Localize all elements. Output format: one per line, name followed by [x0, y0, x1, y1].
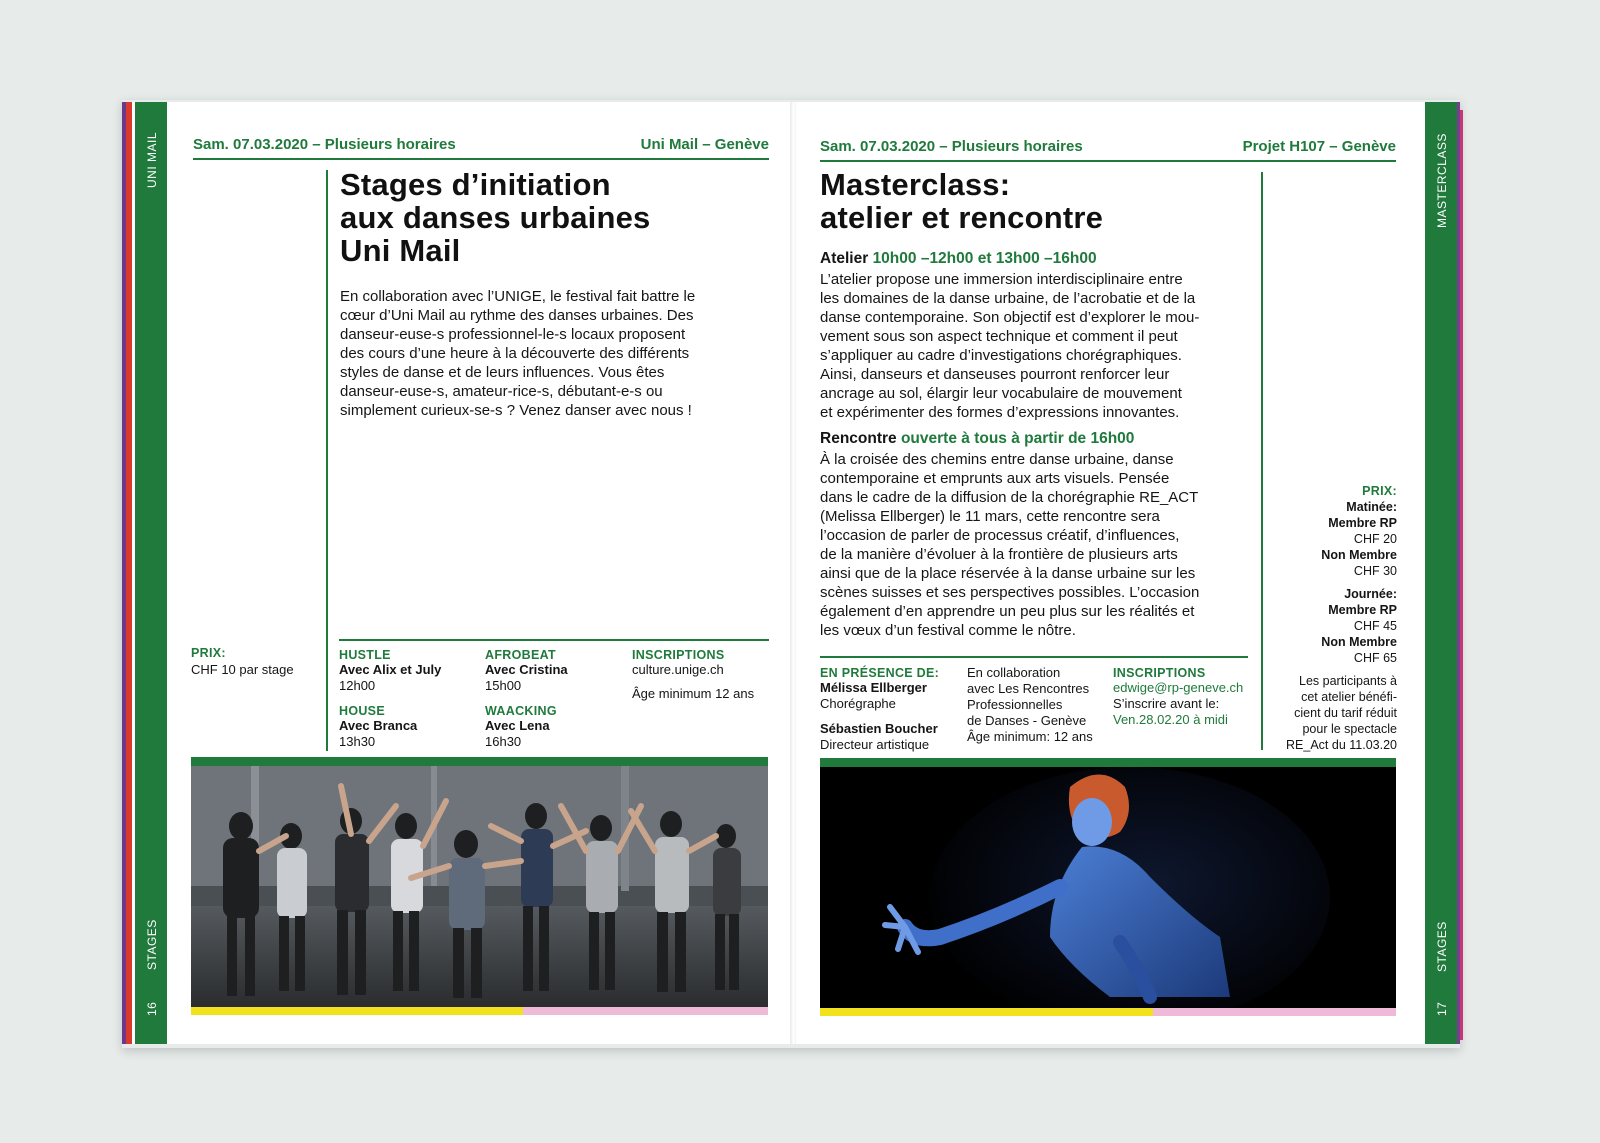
workshop-time: 13h30: [339, 734, 376, 749]
workshop-afrobeat: [485, 648, 625, 694]
collab-line: En collaboration: [967, 665, 1061, 680]
body-line: dans le cadre de la diffusion de la chorégraphie RE_ACT: [820, 489, 1199, 506]
right-title: [820, 168, 1103, 234]
body-line: styles de danse et de leurs influences. Vous êtes: [340, 364, 665, 381]
dancer-illustration: [820, 767, 1396, 1008]
workshop-time: 16h30: [485, 734, 522, 749]
body-line: En collaboration avec l’UNIGE, le festival fait battre le: [340, 288, 696, 305]
body-line: contemporaine et emprunts aux arts visuels. Pensée: [820, 470, 1170, 487]
age-minimum: Âge minimum 12 ans: [632, 686, 755, 701]
workshop-style: HOUSE: [339, 704, 385, 718]
prix-price: CHF 20: [1353, 532, 1397, 546]
inscriptions-label: INSCRIPTIONS: [1113, 666, 1206, 680]
left-body-text: [340, 287, 695, 420]
presence-block: [820, 666, 965, 753]
right-column-rule: [1261, 172, 1263, 750]
workshop-time: 15h00: [485, 678, 522, 693]
workshop-house: [339, 704, 479, 750]
left-inscriptions: [632, 648, 772, 702]
side-label-top-right: MASTERCLASS: [1435, 133, 1449, 228]
page-number-right: 17: [1435, 1001, 1449, 1016]
right-inscriptions: [1113, 666, 1258, 728]
left-photo-top-bar: [191, 757, 768, 766]
collab-line: de Danses - Genève: [967, 713, 1087, 728]
left-prix-value: CHF 10 par stage: [191, 662, 294, 677]
rencontre-body-text: [820, 450, 1199, 640]
inscriptions-label: INSCRIPTIONS: [632, 648, 725, 662]
body-line: danse contemporaine. Son objectif est d’explorer le mou-: [820, 309, 1200, 326]
workshop-style: HUSTLE: [339, 648, 391, 662]
body-line: scènes suisses et ses perspectives possibles. L’occasion: [820, 584, 1200, 601]
body-line: les vœux d’un festival comme le nôtre.: [820, 622, 1076, 639]
dancer-photo: [820, 767, 1396, 1008]
left-yellow-bar: [191, 1007, 523, 1015]
left-info-rule: [339, 639, 769, 641]
side-label-top-left: UNI MAIL: [145, 131, 159, 188]
workshop-teacher: Avec Lena: [485, 718, 550, 733]
prix-price: CHF 30: [1353, 564, 1397, 578]
right-prix-block: [1276, 483, 1397, 753]
body-line: et expérimenter des formes d’expressions innovantes.: [820, 404, 1180, 421]
right-edge-pink: [1460, 110, 1463, 1040]
dance-class-illustration: [191, 766, 768, 1007]
rencontre-time: ouverte à tous à partir de 16h00: [900, 430, 1135, 447]
page-number-left: 16: [145, 1001, 159, 1016]
body-line: danseur-euse-s professionnel-le-s locaux proposent: [340, 326, 686, 343]
presence-label: EN PRÉSENCE DE:: [820, 666, 940, 680]
left-column-rule: [326, 170, 328, 751]
inscriptions-deadline-label: S’inscrire avant le:: [1113, 696, 1220, 711]
spine-gutter: [790, 102, 796, 1044]
workshop-hustle: [339, 648, 479, 694]
body-line: des cours d’une heure à la découverte des différents: [340, 345, 690, 362]
body-line: danseur-euse-s, amateur-rice-s, débutant-e-s ou: [340, 383, 663, 400]
collaboration-block: [967, 665, 1112, 745]
workshop-teacher: Avec Alix et July: [339, 662, 442, 677]
right-pink-bar: [1153, 1008, 1396, 1016]
body-line: simplement curieux-se-s ? Venez danser avec nous !: [340, 402, 692, 419]
guest-role: Chorégraphe: [820, 696, 896, 711]
prix-journee: Journée:: [1344, 587, 1397, 601]
body-line: l’occasion de parler de processus créatif, d’influences,: [820, 527, 1180, 544]
body-line: ainsi que de la place réservée à la danse urbaine sur les: [820, 565, 1196, 582]
atelier-time: 10h00 –12h00 et 13h00 –16h00: [872, 250, 1097, 267]
left-title-line: Uni Mail: [340, 233, 461, 268]
workshop-teacher: Avec Cristina: [485, 662, 568, 677]
body-line: s’appliquer au cadre d’investigations chorégraphiques.: [820, 347, 1182, 364]
atelier-body-text: [820, 270, 1199, 422]
workshop-style: AFROBEAT: [485, 648, 556, 662]
workshop-time: 12h00: [339, 678, 376, 693]
body-line: ancrage au sol, élargir leur vocabulaire de mouvement: [820, 385, 1182, 402]
right-title-line: Masterclass:: [820, 167, 1011, 202]
body-line: À la croisée des chemins entre danse urbaine, danse: [820, 451, 1174, 468]
collab-line: Âge minimum: 12 ans: [967, 729, 1093, 744]
right-header-place: Projet H107 – Genève: [1242, 138, 1396, 155]
prix-price: CHF 65: [1353, 651, 1397, 665]
left-header-date: Sam. 07.03.2020 – Plusieurs horaires: [193, 136, 456, 153]
prix-non-membre: Non Membre: [1321, 635, 1397, 649]
left-pink-bar: [523, 1007, 768, 1015]
right-yellow-bar: [820, 1008, 1153, 1016]
prix-matinee: Matinée:: [1346, 500, 1397, 514]
guest-name: Sébastien Boucher: [820, 721, 938, 736]
inscriptions-email[interactable]: edwige@rp-geneve.ch: [1113, 680, 1244, 695]
rencontre-heading: [820, 430, 1134, 448]
workshop-waacking: [485, 704, 625, 750]
prix-label: PRIX:: [1362, 484, 1397, 498]
body-line: de la manière d’évoluer à la frontière de plusieurs arts: [820, 546, 1178, 563]
collab-line: avec Les Rencontres: [967, 681, 1090, 696]
prix-note: Les participants à: [1299, 674, 1397, 688]
guest-name: Mélissa Ellberger: [820, 680, 927, 695]
left-header-rule: [193, 158, 769, 160]
inscriptions-deadline: Ven.28.02.20 à midi: [1113, 712, 1228, 727]
side-label-bottom-left: STAGES: [145, 919, 159, 970]
collab-line: Professionnelles: [967, 697, 1063, 712]
workshop-teacher: Avec Branca: [339, 718, 418, 733]
right-header-date: Sam. 07.03.2020 – Plusieurs horaires: [820, 138, 1083, 155]
right-side-strip: [1425, 102, 1457, 1044]
right-info-rule: [820, 656, 1248, 658]
right-header-rule: [820, 160, 1396, 162]
prix-membre: Membre RP: [1328, 603, 1397, 617]
rencontre-label: Rencontre: [820, 430, 897, 447]
prix-note: cet atelier bénéfi-: [1301, 690, 1397, 704]
prix-membre: Membre RP: [1328, 516, 1397, 530]
prix-note: pour le spectacle: [1302, 722, 1397, 736]
right-title-line: atelier et rencontre: [820, 200, 1104, 235]
right-photo-top-bar: [820, 758, 1396, 767]
prix-note: RE_Act du 11.03.20: [1286, 738, 1397, 752]
guest-role: Directeur artistique: [820, 737, 930, 752]
body-line: Ainsi, danseurs et danseuses pourront renforcer leur: [820, 366, 1170, 383]
left-title: [340, 168, 651, 267]
body-line: L’atelier propose une immersion interdisciplinaire entre: [820, 271, 1183, 288]
atelier-heading: [820, 250, 1097, 268]
left-title-line: Stages d’initiation: [340, 167, 611, 202]
dance-class-photo: [191, 766, 768, 1007]
body-line: vement sous son aspect technique et comment il peut: [820, 328, 1178, 345]
body-line: également d’en apprendre un peu plus sur les réalités et: [820, 603, 1195, 620]
workshop-style: WAACKING: [485, 704, 557, 718]
inscriptions-site: culture.unige.ch: [632, 662, 724, 677]
body-line: (Melissa Ellberger) le 11 mars, cette rencontre sera: [820, 508, 1160, 525]
side-label-bottom-right: STAGES: [1435, 921, 1449, 972]
left-title-line: aux danses urbaines: [340, 200, 651, 235]
body-line: les domaines de la danse urbaine, de l’acrobatie et de la: [820, 290, 1196, 307]
prix-price: CHF 45: [1353, 619, 1397, 633]
prix-non-membre: Non Membre: [1321, 548, 1397, 562]
left-header-place: Uni Mail – Genève: [640, 136, 769, 153]
atelier-label: Atelier: [820, 250, 869, 267]
left-prix-label: PRIX:: [191, 646, 226, 660]
body-line: cœur d’Uni Mail au rythme des danses urbaines. Des: [340, 307, 694, 324]
left-side-strip: [135, 102, 167, 1044]
prix-note: cient du tarif réduit: [1294, 706, 1397, 720]
